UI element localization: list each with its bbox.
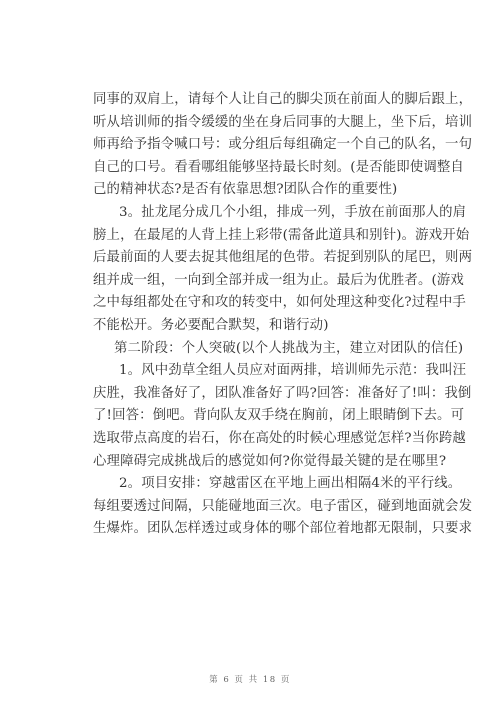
text-line: 师再给予指令喊口号：或分组后每组确定一个自己的队名，一句 [93,137,473,153]
text-line: 心理障碍完成挑战后的感觉如何?你觉得最关键的是在哪里? [93,453,447,469]
text-line: 1。风中劲草全组人员应对面两排，培训师先示范：我叫汪 [119,363,467,379]
text-line: 自己的口号。看看哪组能够坚持最长时刻。(是否能即使调整自 [93,159,464,175]
text-line: 了!回答：倒吧。背向队友双手绕在胸前，闭上眼睛倒下去。可 [93,408,465,424]
text-line: 之中每组都处在守和攻的转变中，如何处理这种变化?过程中手 [93,295,466,311]
document-body [93,89,473,541]
text-line: 听从培训师的指令缓缓的坐在身后同事的大腿上，坐下后，培训 [93,114,473,130]
text-line: 组并成一组，一向到全部并成一组为止。最后为优胜者。(游戏 [93,272,464,288]
text-line: 膀上，在最尾的人背上挂上彩带(需备此道具和别针)。游戏开始 [93,227,470,243]
page-footer: 第 6 页 共 18 页 [209,675,291,685]
text-line: 后最前面的人要去捉其他组尾的色带。若捉到别队的尾巴，则两 [93,250,473,266]
text-line: 生爆炸。团队怎样透过或身体的哪个部位着地都无限制，只要求 [93,521,473,537]
text-line: 庆胜，我准备好了，团队准备好了吗?回答：准备好了!叫：我倒 [93,385,472,401]
text-line: 2。项目安排：穿越雷区在平地上画出相隔4米的平行线。 [119,476,462,492]
text-line: 第二阶段：个人突破(以个人挑战为主，建立对团队的信任) [114,340,464,356]
text-line: 每组要透过间隔，只能碰地面三次。电子雷区，碰到地面就会发 [93,498,473,514]
text-line: 选取带点高度的岩石，你在高处的时候心理感觉怎样?当你跨越 [93,430,466,446]
text-line: 同事的双肩上，请每个人让自己的脚尖顶在前面人的脚后跟上， [93,92,473,107]
text-line: 3。扯龙尾分成几个小组，排成一列，手放在前面那人的肩 [119,204,467,220]
text-line: 不能松开。务必要配合默契，和谐行动) [93,317,329,333]
text-line: 己的精神状态?是否有依靠思想?团队合作的重要性) [93,182,398,198]
